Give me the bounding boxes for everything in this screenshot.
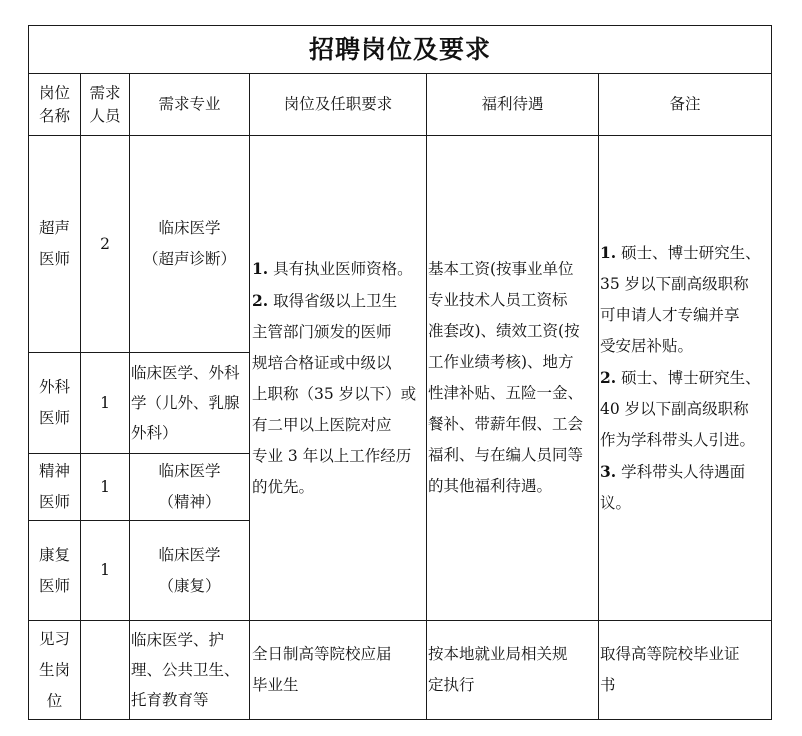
note-num-3: 3. [600, 462, 617, 481]
note-text-3: 学科带头人待遇面 议。 [600, 463, 746, 512]
intern-major: 临床医学、护 理、公共卫生、 托育教育等 [131, 631, 240, 709]
border-bottom [28, 719, 772, 720]
row-surgery-position: 外科 医师 [38, 378, 70, 427]
intern-count [81, 621, 129, 719]
note-num-1: 1. [600, 243, 617, 262]
note-num-2: 2. [600, 368, 617, 387]
row-surgery-major: 临床医学、外科 学（儿外、乳腺 外科） [131, 364, 240, 442]
row-surgery-count: 1 [100, 393, 110, 412]
req-num-2: 2. [252, 291, 269, 310]
header-count: 需求 人员 [89, 83, 121, 125]
shared-benefits: 基本工资(按事业单位 专业技术人员工资标 准套改)、绩效工资(按 工作业绩考核)、地方 性津补贴、五险一金、 餐补、带薪年假、工会 福利、与在编人员同等 的其他福利待遇。 [428, 260, 584, 495]
row-ultrasound-count: 2 [100, 234, 110, 253]
note-text-2: 硕士、博士研究生、 40 岁以下副高级职称 作为学科带头人引进。 [600, 369, 761, 449]
header-requirements: 岗位及任职要求 [283, 95, 393, 113]
row-psychiatry-position: 精神 医师 [38, 462, 70, 511]
header-major: 需求专业 [158, 95, 221, 113]
table-title: 招聘岗位及要求 [308, 35, 491, 64]
intern-position: 见习 生岗 位 [38, 629, 70, 710]
row-rehab-position: 康复 医师 [38, 545, 70, 595]
row-rehab-count: 1 [100, 561, 110, 579]
req-text-2: 取得省级以上卫生 主管部门颁发的医师 规培合格证或中级以 上职称（35 岁以下）或 有二甲以上医院对应 专业 3 年以上工作经历 的优先。 [252, 292, 417, 496]
shared-requirements [250, 136, 427, 620]
intern-benefits: 按本地就业局相关规 定执行 [428, 645, 568, 694]
row-ultrasound-position: 超声 医师 [38, 219, 70, 268]
header-notes: 备注 [669, 95, 701, 113]
border-right [771, 25, 772, 720]
req-text-1: 具有执业医师资格。 [268, 260, 413, 278]
header-benefits: 福利待遇 [481, 95, 544, 113]
shared-notes [599, 136, 771, 620]
row-ultrasound-major: 临床医学 （超声诊断） [142, 219, 236, 268]
header-position: 岗位 名称 [38, 83, 70, 125]
row-rehab-major: 临床医学 （康复） [158, 545, 221, 595]
row-psychiatry-major: 临床医学 （精神） [158, 462, 221, 511]
req-num-1: 1. [252, 259, 269, 278]
note-text-1: 硕士、博士研究生、 35 岁以下副高级职称 可申请人才专编并享 受安居补贴。 [600, 244, 761, 355]
row-psychiatry-count: 1 [100, 477, 110, 496]
intern-notes: 取得高等院校毕业证 书 [600, 645, 740, 694]
intern-requirements: 全日制高等院校应届 毕业生 [252, 645, 392, 694]
